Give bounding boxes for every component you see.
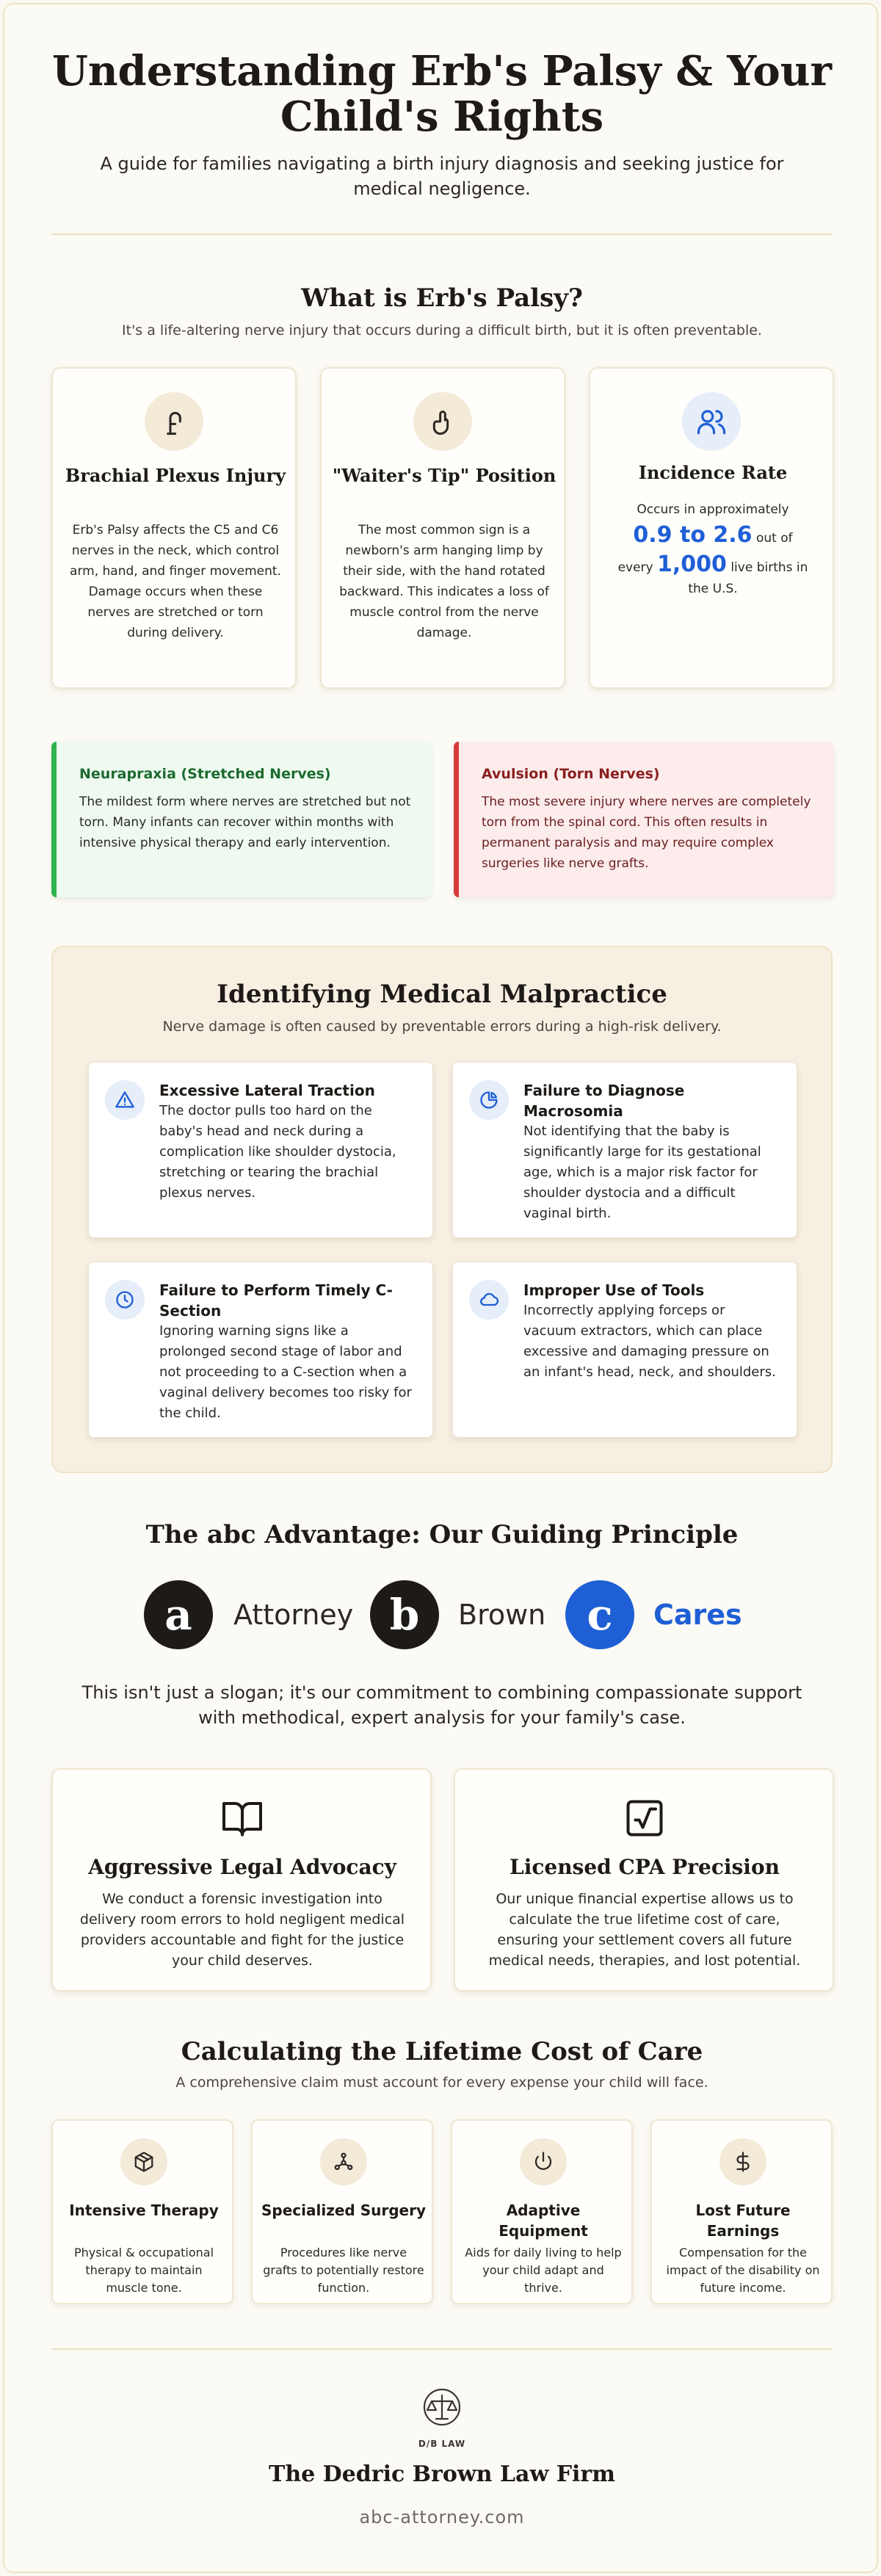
stat-births: 1,000 [657, 551, 727, 577]
word-attorney: Attorney [233, 1599, 354, 1631]
card-text: Our unique financial expertise allows us to calculate the true lifetime cost of care, ensuring your settlement covers all future medical needs, therapies, and lost potential. [488, 1891, 801, 1969]
incidence-text-mid: out of [755, 531, 793, 546]
card-title: Brachial Plexus Injury [65, 465, 286, 486]
section-subtitle-what-is: It's a life-altering nerve injury that occurs during a difficult birth, but it is often preventable. [122, 322, 762, 339]
cost-card-surgery [251, 2119, 433, 2304]
card-title: "Waiter's Tip" Position [332, 465, 556, 486]
section-subtitle-malpractice: Nerve damage is often caused by preventable errors during a high-risk delivery. [162, 1019, 722, 1035]
card-title: Aggressive Legal Advocacy [88, 1855, 396, 1879]
callout-text: The most severe injury where nerves are completely torn from the spinal cord. This often results in permanent paralysis and may require complex surgeries like nerve grafts. [482, 795, 811, 871]
incidence-text-pre: Occurs in approximately [637, 502, 789, 517]
letter-b-badge: b [370, 1580, 439, 1649]
callout-bar [454, 742, 459, 897]
section-subtitle-lifetime: A comprehensive claim must account for every expense your child will face. [175, 2074, 708, 2091]
card-title: Licensed CPA Precision [510, 1855, 780, 1879]
firm-name: The Dedric Brown Law Firm [269, 2461, 615, 2487]
dollar-icon [719, 2138, 766, 2185]
firm-logo [416, 2387, 468, 2439]
letter-a-badge: a [144, 1580, 213, 1649]
cost-title: Intensive Therapy [69, 2201, 219, 2219]
section-title-advantage: The abc Advantage: Our Guiding Principle [145, 1520, 739, 1549]
divider [51, 2348, 833, 2350]
malpractice-text: Incorrectly applying forceps or vacuum extractors, which can place excessive and damaging pressure on an infant's head, neck, and shoulders. [523, 1303, 776, 1380]
page-subtitle: A guide for families navigating a birth injury diagnosis and seeking justice for medical negligence. [100, 153, 784, 199]
advantage-statement: This isn't just a slogan; it's our commitment to combining compassionate support with methodical, expert analysis for your family's case. [81, 1682, 802, 1728]
infographic-page [3, 3, 878, 2573]
callout-title: Avulsion (Torn Nerves) [482, 766, 660, 782]
network-icon [320, 2138, 367, 2185]
card-text: Erb's Palsy affects the C5 and C6 nerves in the neck, which control arm, hand, and finger movement. Damage occurs when these nerves are stretched or torn during delivery. [70, 523, 281, 640]
cost-text: Compensation for the impact of the disability on future income. [666, 2246, 820, 2295]
word-cares: Cares [653, 1599, 742, 1631]
malpractice-title: Failure to Perform Timely C-Section [159, 1281, 393, 1320]
callout-avulsion [454, 742, 834, 897]
firm-url[interactable]: abc-attorney.com [359, 2507, 525, 2528]
advantage-card-legal [51, 1768, 432, 1991]
cost-card-equipment [451, 2119, 633, 2304]
section-title-malpractice: Identifying Medical Malpractice [217, 980, 667, 1009]
hand-icon [413, 392, 472, 451]
box-icon [120, 2138, 167, 2185]
callout-title: Neurapraxia (Stretched Nerves) [79, 766, 331, 782]
advantage-card-cpa [454, 1768, 834, 1991]
cost-card-therapy [51, 2119, 233, 2304]
malpractice-title: Failure to Diagnose Macrosomia [523, 1082, 685, 1120]
cloud-icon [469, 1280, 509, 1320]
malpractice-text: The doctor pulls too hard on the baby's head and neck during a complication like shoulder dystocia, stretching or tearing the brachial plexus nerves. [159, 1103, 396, 1201]
cost-text: Aids for daily living to help your child adapt and thrive. [465, 2246, 622, 2295]
stat-range: 0.9 to 2.6 [633, 522, 753, 548]
logo-text: D/B LAW [418, 2439, 466, 2449]
malpractice-text: Ignoring warning signs like a prolonged second stage of labor and not proceeding to a C-section when a vaginal delivery becomes too risky for the child. [159, 1323, 412, 1421]
incidence-text-every: every [617, 560, 653, 575]
malpractice-title: Excessive Lateral Traction [159, 1082, 375, 1099]
users-icon [682, 392, 741, 451]
clock-icon [105, 1280, 145, 1320]
card-text: The most common sign is a newborn's arm hanging limp by their side, with the hand rotated backward. This indicates a loss of muscle control from the nerve damage. [339, 523, 549, 640]
power-icon [520, 2138, 567, 2185]
divider [51, 234, 833, 235]
cost-title: Adaptive Equipment [498, 2201, 588, 2240]
card-title: Incidence Rate [638, 462, 788, 483]
malpractice-section [51, 946, 833, 1473]
cost-card-earnings [650, 2119, 833, 2304]
info-card-incidence [589, 367, 834, 689]
pie-chart-icon [469, 1080, 509, 1120]
malpractice-title: Improper Use of Tools [523, 1281, 705, 1299]
malpractice-card [88, 1262, 433, 1438]
warning-icon [105, 1080, 145, 1120]
cost-title: Specialized Surgery [261, 2201, 426, 2219]
malpractice-card [452, 1062, 797, 1238]
incidence-text-post: live births in the U.S. [688, 560, 808, 596]
card-text: We conduct a forensic investigation into delivery room errors to hold negligent medical providers accountable and fight for the justice your child deserves. [79, 1891, 405, 1969]
callout-bar [51, 742, 57, 897]
info-card-brachial [51, 367, 297, 689]
malpractice-card [88, 1062, 433, 1238]
callout-neurapraxia [51, 742, 432, 897]
letter-c-badge: c [565, 1580, 634, 1649]
cost-title: Lost Future Earnings [695, 2201, 791, 2240]
book-icon [220, 1796, 264, 1840]
section-title-lifetime: Calculating the Lifetime Cost of Care [181, 2037, 703, 2066]
info-card-waiters-tip [320, 367, 565, 689]
arm-icon [145, 392, 203, 451]
callout-text: The mildest form where nerves are stretched but not torn. Many infants can recover within months with intensive physical therapy and early intervention. [79, 795, 411, 850]
incidence-text [606, 499, 819, 599]
square-root-icon [623, 1796, 667, 1840]
malpractice-card [452, 1262, 797, 1438]
word-brown: Brown [458, 1599, 546, 1631]
cost-text: Procedures like nerve grafts to potentially restore function. [263, 2246, 424, 2295]
cost-text: Physical & occupational therapy to maintain muscle tone. [73, 2246, 214, 2295]
page-title: Understanding Erb's Palsy & Your Child's Rights [51, 47, 832, 141]
section-title-what-is: What is Erb's Palsy? [301, 283, 583, 313]
malpractice-text: Not identifying that the baby is significantly large for its gestational age, which is a major risk factor for shoulder dystocia and a difficult vaginal birth. [523, 1124, 761, 1221]
